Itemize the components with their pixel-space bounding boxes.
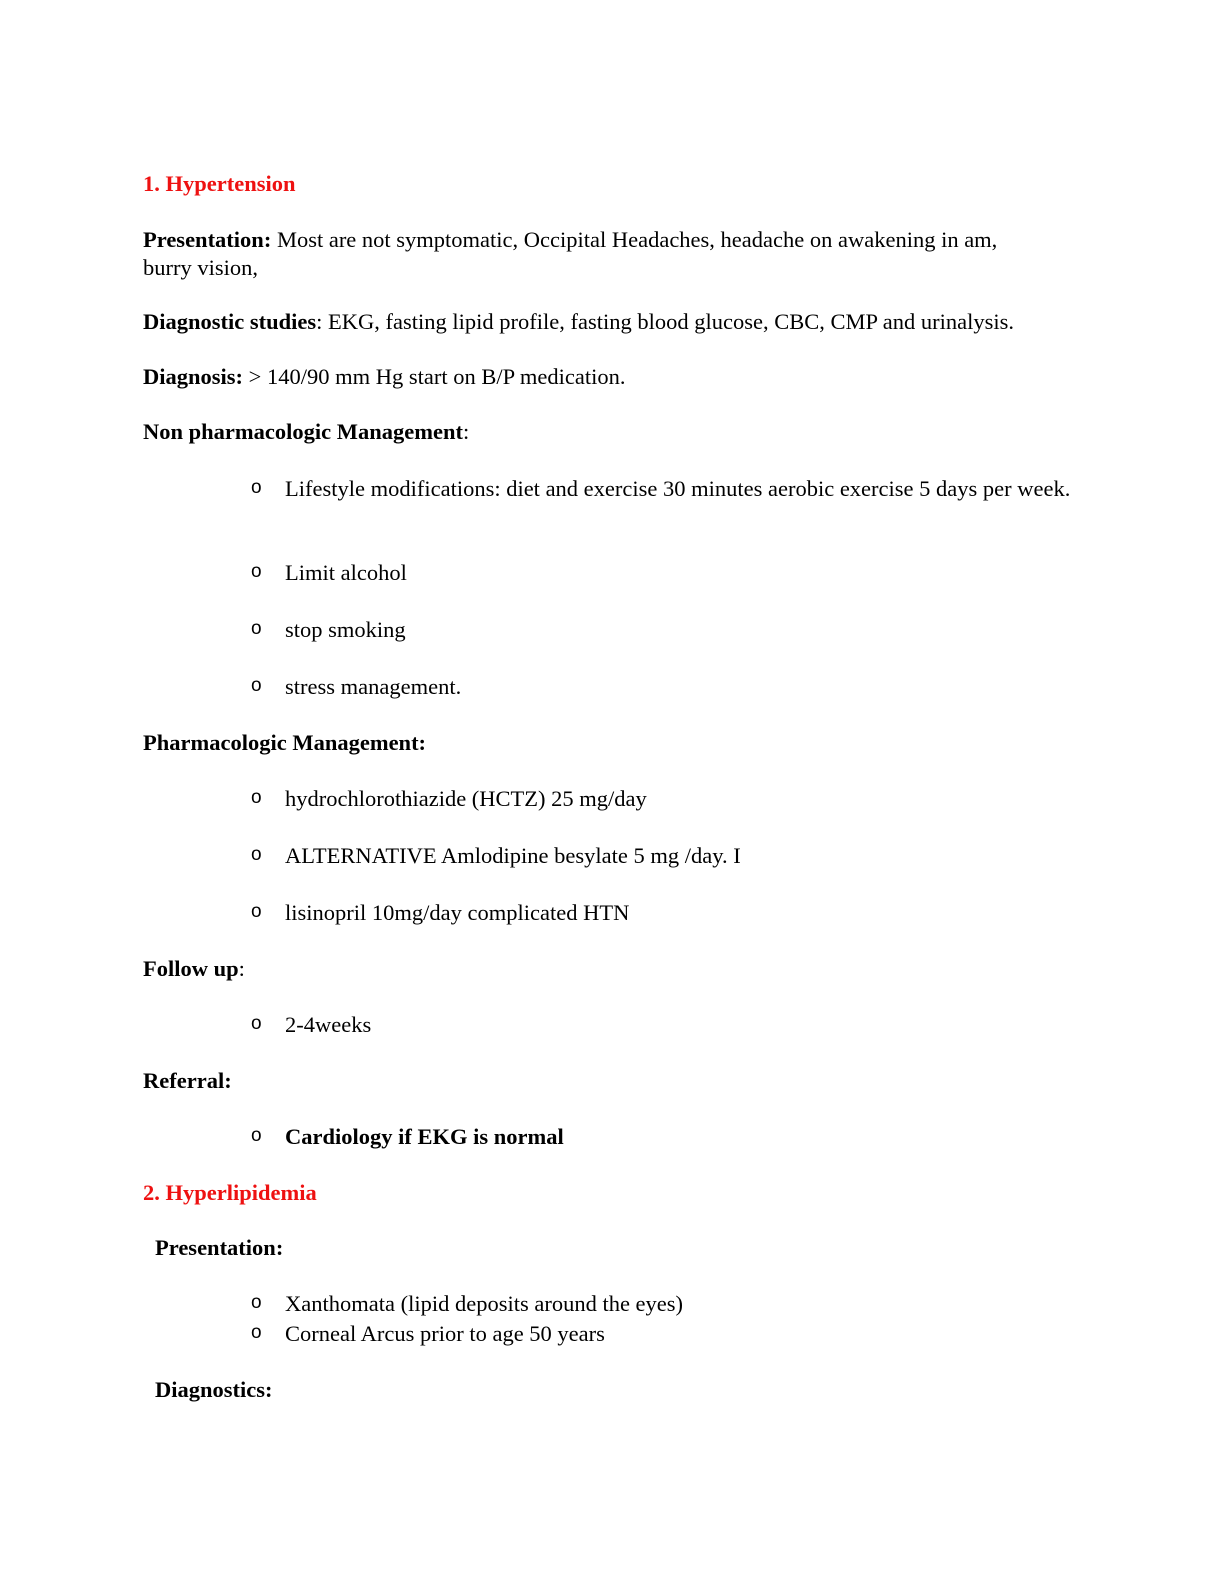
bullet-icon: o	[251, 1292, 262, 1313]
list-item: ALTERNATIVE Amlodipine besylate 5 mg /day. I	[285, 843, 741, 868]
diagnostics-label: Diagnostics:	[155, 1377, 273, 1402]
presentation-text-cont: burry vision,	[143, 255, 258, 280]
bullet-icon: o	[251, 675, 262, 696]
presentation-label: Presentation:	[143, 227, 272, 252]
bullet-icon: o	[251, 844, 262, 865]
diagnosis-text: > 140/90 mm Hg start on B/P medication.	[243, 364, 626, 389]
diagnostic-studies-label: Diagnostic studies	[143, 309, 317, 334]
list-item: hydrochlorothiazide (HCTZ) 25 mg/day	[285, 786, 647, 811]
pharm-label: Pharmacologic Management:	[143, 730, 427, 755]
referral-heading	[143, 1067, 232, 1095]
bullet-icon: o	[251, 561, 262, 582]
bullet-icon: o	[251, 477, 262, 498]
bullet-icon: o	[251, 901, 262, 922]
non-pharm-label: Non pharmacologic Management	[143, 419, 463, 444]
list-item: Xanthomata (lipid deposits around the eyes)	[285, 1291, 684, 1316]
referral-label: Referral:	[143, 1068, 232, 1093]
follow-up-colon: :	[238, 956, 245, 981]
follow-up-heading	[143, 955, 245, 983]
list-item: stop smoking	[285, 617, 406, 642]
list-item: Cardiology if EKG is normal	[285, 1124, 564, 1149]
list-item: 2-4weeks	[285, 1012, 372, 1037]
section-heading-hyperlipidemia: 2. Hyperlipidemia	[143, 1180, 317, 1205]
bullet-icon: o	[251, 787, 262, 808]
diagnostics-heading	[155, 1376, 273, 1404]
bullet-icon: o	[251, 1322, 262, 1343]
diagnosis-label: Diagnosis:	[143, 364, 244, 389]
pharm-heading	[143, 729, 426, 757]
diagnostic-studies-text: : EKG, fasting lipid profile, fasting blood glucose, CBC, CMP and urinalysis.	[316, 309, 1015, 334]
diagnosis-line	[143, 363, 626, 391]
list-item: Lifestyle modifications: diet and exercise 30 minutes aerobic exercise 5 days per week.	[285, 476, 1071, 501]
bullet-icon: o	[251, 618, 262, 639]
presentation-line	[143, 226, 997, 254]
section-heading-hypertension: 1. Hypertension	[143, 171, 296, 196]
bullet-icon: o	[251, 1125, 262, 1146]
follow-up-label: Follow up	[143, 956, 239, 981]
non-pharm-heading	[143, 418, 469, 446]
list-item: Corneal Arcus prior to age 50 years	[285, 1321, 605, 1346]
presentation-label: Presentation:	[155, 1235, 284, 1260]
non-pharm-colon: :	[462, 419, 470, 444]
presentation-text: Most are not symptomatic, Occipital Headaches, headache on awakening in am,	[271, 227, 998, 252]
bullet-icon: o	[251, 1013, 262, 1034]
list-item: Limit alcohol	[285, 560, 407, 585]
list-item: stress management.	[285, 674, 462, 699]
diagnostic-studies-line	[143, 308, 1014, 336]
presentation-heading	[155, 1234, 283, 1262]
list-item: lisinopril 10mg/day complicated HTN	[285, 900, 630, 925]
